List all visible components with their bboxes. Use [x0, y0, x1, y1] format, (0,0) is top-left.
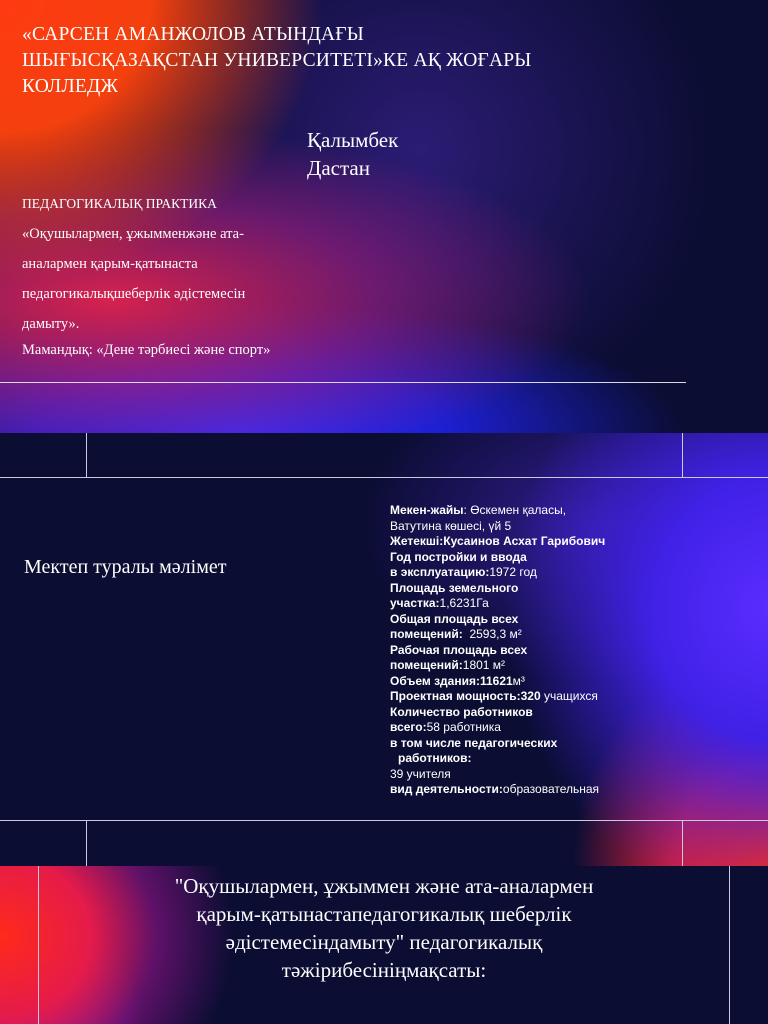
- teachers-row: [390, 736, 630, 752]
- staff-label-2: всего:: [390, 720, 427, 734]
- year-label: Год постройки и ввода: [390, 549, 527, 564]
- land-row-2: [390, 596, 630, 612]
- capacity-unit: учащихся: [540, 689, 598, 703]
- volume-label: Объем здания:: [390, 673, 480, 688]
- director: Жетекші:Кусаинов Асхат Гарибович: [390, 534, 606, 548]
- land-label-2: участка:: [390, 596, 440, 610]
- slide-title: [0, 0, 768, 433]
- land-value: 1,6231Га: [439, 596, 489, 610]
- year-row-2: [390, 565, 630, 581]
- slide-school-info: [0, 433, 768, 866]
- frame-line: [86, 820, 87, 866]
- work-area-row-2: [390, 658, 630, 674]
- total-area-label-2: помещений:: [390, 627, 463, 641]
- teachers-value: 39 учителя: [390, 766, 451, 781]
- address-row: [390, 503, 630, 519]
- specialty: Мамандық: «Дене тәрбиесі және спорт»: [22, 342, 271, 358]
- school-info-list: [390, 503, 630, 798]
- student-name: [307, 126, 398, 182]
- slide-goal: [0, 866, 768, 1024]
- staff-label: Количество работников: [390, 704, 533, 719]
- practice-description: [22, 189, 352, 365]
- goal-line: "Оқушылармен, ұжыммен және ата-аналармен: [174, 874, 594, 898]
- school-info-heading: Мектеп туралы мәлімет: [24, 556, 227, 578]
- land-label: Площадь земельного: [390, 580, 519, 595]
- staff-row-2: [390, 720, 630, 736]
- topic-line: «Оқушылармен, ұжымменжәне ата-: [22, 226, 244, 242]
- frame-line: [682, 820, 683, 866]
- frame-line: [38, 866, 39, 1024]
- teachers-label: в том числе педагогических: [390, 735, 558, 750]
- address-value-2: Ватутина көшесі, үй 5: [390, 518, 512, 533]
- director-row: [390, 534, 630, 550]
- year-value: 1972 год: [489, 565, 537, 579]
- year-row: [390, 550, 630, 566]
- student-last-name: Дастан: [307, 156, 370, 180]
- capacity-row: [390, 689, 630, 705]
- goal-heading: [130, 872, 638, 984]
- frame-line: [0, 820, 768, 821]
- volume-value: 11621: [479, 673, 513, 688]
- goal-line: қарым-қатынастапедагогикалық шеберлік: [196, 902, 572, 926]
- goal-line: тәжірибесініңмақсаты:: [281, 958, 487, 982]
- staff-unit: работника: [439, 720, 501, 734]
- topic-line: педагогикалықшеберлік әдістемесін: [22, 286, 246, 302]
- land-row: [390, 581, 630, 597]
- frame-line: [729, 866, 730, 1024]
- teachers-row-2: [390, 751, 630, 767]
- college-title: «САРСЕН АМАНЖОЛОВ АТЫНДАҒЫ ШЫҒЫСҚАЗАҚСТАН УНИВЕРСИТЕТІ»КЕ АҚ ЖОҒАРЫ КОЛЛЕДЖ: [22, 24, 532, 97]
- topic-line: дамыту».: [22, 316, 80, 332]
- goal-line: әдістемесіндамыту" педагогикалық: [225, 930, 543, 954]
- practice-label: ПЕДАГОГИКАЛЫҚ ПРАКТИКА: [22, 196, 217, 211]
- capacity-label: Проектная мощность:: [390, 689, 521, 703]
- work-area-value: 1801 м²: [462, 658, 506, 672]
- address-value: : Өскемен қаласы,: [463, 503, 567, 517]
- divider: [0, 382, 686, 383]
- staff-row: [390, 705, 630, 721]
- total-area-value: 2593,3 м²: [462, 627, 522, 641]
- activity-row: [390, 782, 630, 798]
- activity-label: вид деятельности:: [390, 782, 503, 796]
- capacity-value: 320: [520, 689, 541, 703]
- total-area-row-2: [390, 627, 630, 643]
- activity-value: образовательная: [502, 782, 600, 796]
- year-label-2: в эксплуатацию:: [390, 565, 490, 579]
- frame-line: [682, 433, 683, 477]
- frame-line: [0, 477, 768, 478]
- teachers-label-2: работников:: [398, 751, 472, 765]
- work-area-label: Рабочая площадь всех: [390, 642, 528, 657]
- volume-unit: м³: [512, 673, 525, 688]
- total-area-label: Общая площадь всех: [390, 611, 519, 626]
- staff-value: 58: [426, 720, 440, 734]
- work-area-label-2: помещений:: [390, 658, 463, 672]
- frame-line: [86, 433, 87, 477]
- work-area-row: [390, 643, 630, 659]
- student-first-name: Қалымбек: [307, 128, 399, 152]
- volume-row: [390, 674, 630, 690]
- address-label: Мекен-жайы: [390, 503, 464, 517]
- topic-line: аналармен қарым-қатынаста: [22, 256, 198, 272]
- total-area-row: [390, 612, 630, 628]
